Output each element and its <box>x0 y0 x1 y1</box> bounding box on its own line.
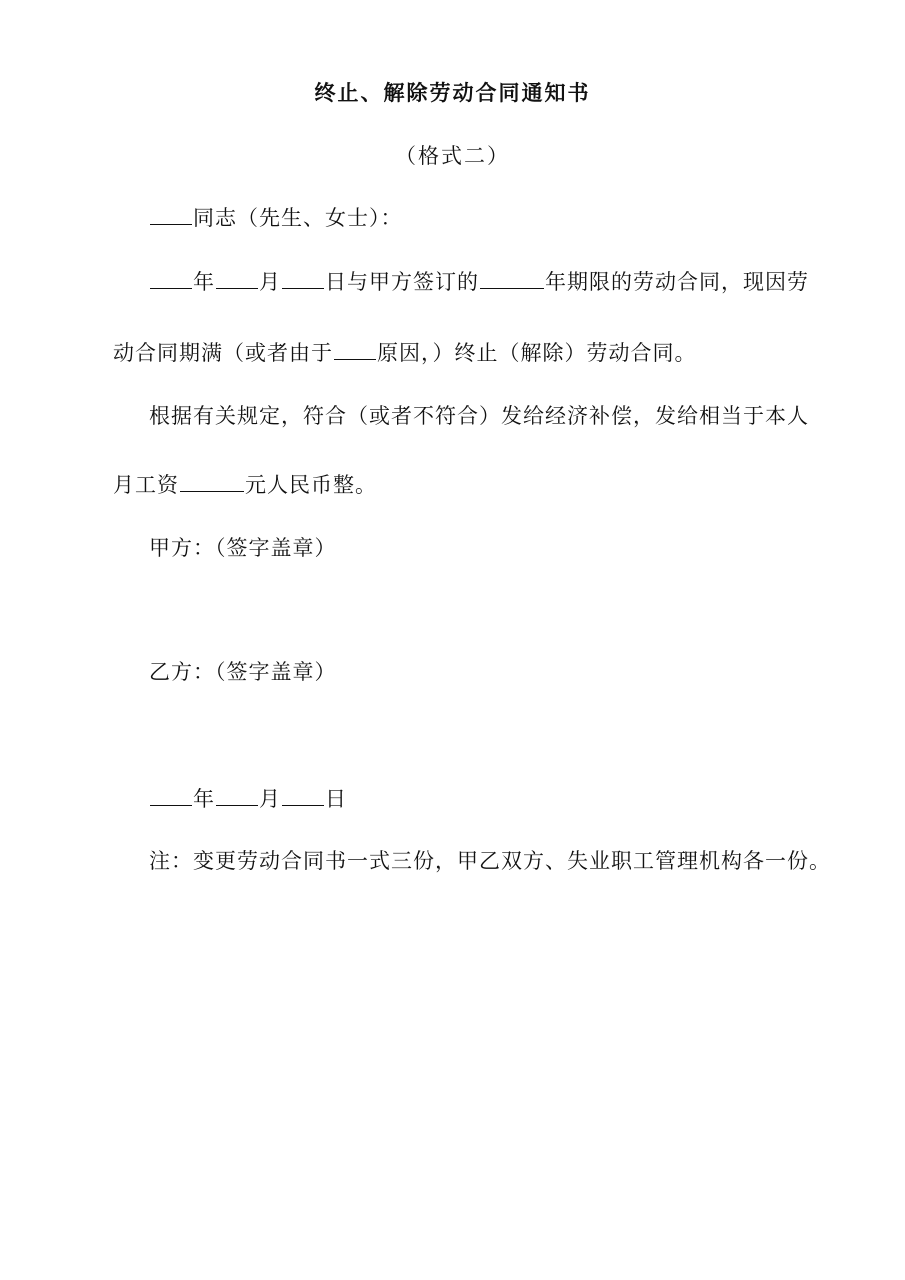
date-day-blank <box>282 785 324 806</box>
date-year-label: 年 <box>193 787 215 811</box>
salutation-line <box>0 203 905 233</box>
party-b-signature: 乙方：（签字盖章） <box>149 660 337 684</box>
sign-day-blank <box>282 268 324 289</box>
paragraph1-line1 <box>0 267 905 297</box>
sign-month-label: 月 <box>259 270 281 294</box>
reason-prefix: 动合同期满（或者由于 <box>113 341 333 365</box>
party-a-signature: 甲方：（签字盖章） <box>149 536 337 560</box>
name-blank <box>150 204 192 225</box>
paragraph1-line2 <box>0 338 905 368</box>
sign-day-text: 日与甲方签订的 <box>325 270 479 294</box>
paragraph2-line2 <box>0 470 905 500</box>
reason-suffix: 原因，）终止（解除）劳动合同。 <box>377 341 697 365</box>
date-month-label: 月 <box>259 787 281 811</box>
term-text: 年期限的劳动合同，现因劳 <box>545 270 809 294</box>
reason-blank <box>334 339 376 360</box>
date-line <box>0 784 905 814</box>
document-title: 终止、解除劳动合同通知书 <box>314 80 591 105</box>
date-day-label: 日 <box>325 787 347 811</box>
wage-prefix: 月工资 <box>113 473 179 497</box>
amount-blank <box>180 471 244 492</box>
sign-year-label: 年 <box>193 270 215 294</box>
term-years-blank <box>480 268 544 289</box>
sign-month-blank <box>216 268 258 289</box>
date-month-blank <box>216 785 258 806</box>
salutation-text: 同志（先生、女士）： <box>193 206 403 230</box>
wage-suffix: 元人民币整。 <box>245 473 377 497</box>
sign-year-blank <box>150 268 192 289</box>
document-subtitle: （格式二） <box>395 144 510 168</box>
date-year-blank <box>150 785 192 806</box>
paragraph2-line1: 根据有关规定，符合（或者不符合）发给经济补偿，发给相当于本人 <box>149 404 809 428</box>
note-line: 注：变更劳动合同书一式三份，甲乙双方、失业职工管理机构各一份。 <box>149 849 831 873</box>
